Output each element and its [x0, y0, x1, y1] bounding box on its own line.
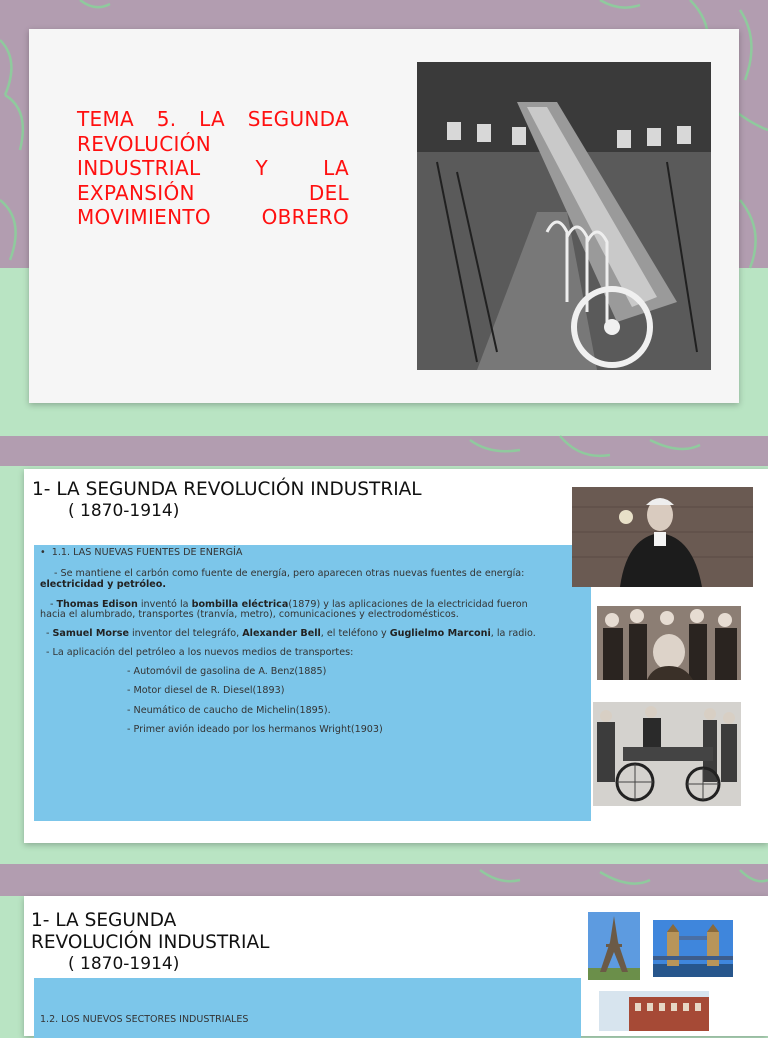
title-line-1: TEMA 5. LA SEGUNDA	[77, 107, 349, 131]
edison-photo	[572, 487, 753, 587]
heading-line-2: REVOLUCIÓN INDUSTRIAL	[31, 932, 270, 953]
edison-dash: -	[50, 599, 57, 610]
inventors-c: , la radio.	[490, 628, 536, 639]
factory-photo	[417, 62, 711, 370]
content-box	[34, 545, 591, 821]
list-item: - Primer avión ideado por los hermanos Wright(1903)	[127, 724, 383, 735]
presentation-title	[77, 107, 349, 230]
section-heading-text: 1.1. LAS NUEVAS FUENTES DE ENERGÍA	[51, 547, 243, 558]
telephone-inventor-photo	[597, 606, 741, 680]
slide-years: ( 1870-1914)	[68, 501, 180, 521]
inventors-b: , el teléfono y	[320, 628, 390, 639]
slide-energy-sources	[24, 469, 768, 843]
coal-text: - Se mantiene el carbón como fuente de energía, pero aparecen otras nuevas fuentes de energía:	[54, 568, 525, 579]
paragraph-inventors	[46, 628, 536, 640]
bell-name: Alexander Bell	[242, 628, 321, 639]
slide-years: ( 1870-1914)	[68, 954, 180, 974]
title-line-2: REVOLUCIÓN	[77, 131, 211, 156]
content-box	[34, 978, 581, 1038]
factory-building-photo	[599, 991, 709, 1031]
inventors-a: inventor del telegráfo,	[128, 628, 243, 639]
bulb-text: bombilla eléctrica	[191, 599, 289, 610]
electricity-oil-text: electricidad y petróleo.	[40, 579, 167, 590]
edison-name: Thomas Edison	[56, 599, 138, 610]
slide-heading	[31, 910, 269, 954]
paragraph-coal-2	[40, 579, 166, 591]
title-line-5: MOVIMIENTO OBRERO	[77, 205, 349, 229]
title-line-3: INDUSTRIAL Y LA	[77, 156, 349, 180]
list-item: - Automóvil de gasolina de A. Benz(1885)	[127, 666, 327, 677]
tower-bridge-photo	[653, 920, 733, 977]
edison-mid: inventó la	[137, 599, 192, 610]
section-heading: • 1.1. LAS NUEVAS FUENTES DE ENERGÍA	[40, 547, 243, 558]
slide-heading: 1- LA SEGUNDA REVOLUCIÓN INDUSTRIAL	[32, 479, 422, 500]
list-item: - Neumático de caucho de Michelin(1895).	[127, 705, 331, 716]
edison-line-2: hacia el alumbrado, transportes (tranvía, metro), comunicaciones y electrodomésticos.	[40, 609, 459, 620]
list-item: - Motor diesel de R. Diesel(1893)	[127, 685, 285, 696]
title-line-4: EXPANSIÓN DEL	[77, 180, 349, 205]
slide-title	[29, 29, 739, 403]
inventors-dash: -	[46, 628, 53, 639]
morse-name: Samuel Morse	[52, 628, 129, 639]
slide-new-sectors	[24, 896, 768, 1036]
eiffel-tower-photo	[588, 912, 640, 980]
section-heading: 1.2. LOS NUEVOS SECTORES INDUSTRIALES	[40, 1014, 249, 1025]
heading-line-1: 1- LA SEGUNDA	[31, 910, 177, 931]
paragraph-coal	[54, 568, 586, 580]
edison-rest: (1879) y las aplicaciones de la electricidad fueron	[288, 599, 528, 610]
first-car-photo	[593, 702, 741, 806]
marconi-name: Guglielmo Marconi	[389, 628, 491, 639]
paragraph-edison-2	[40, 609, 459, 621]
paragraph-petroleum: - La aplicación del petróleo a los nuevos medios de transportes:	[46, 647, 354, 658]
